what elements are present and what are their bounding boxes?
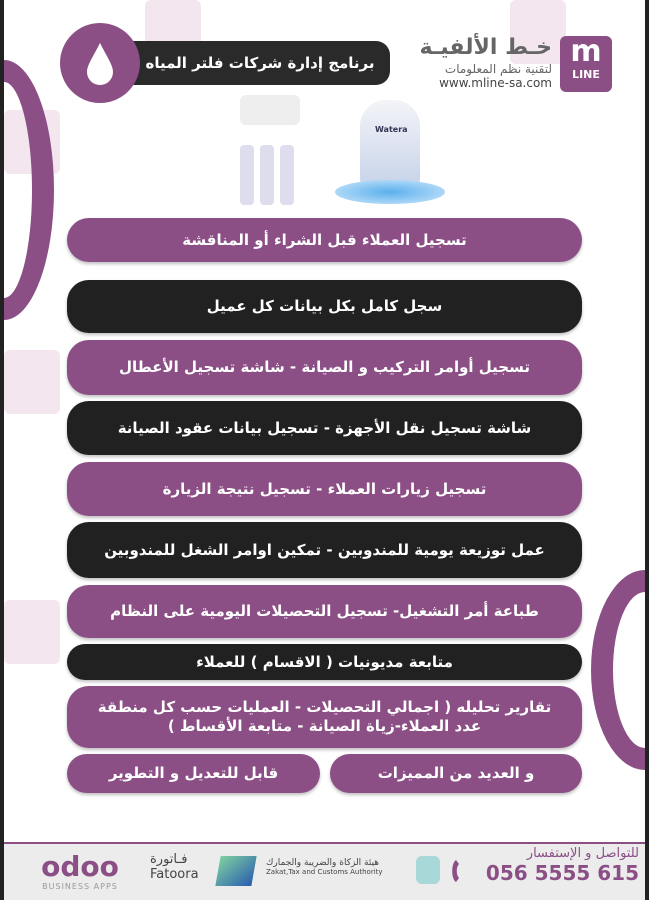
odoo-wordmark: odoo: [41, 850, 119, 883]
brand-name: خـط الألفيـة: [419, 35, 552, 60]
feature-item: متابعة مديونيات ( الاقسام ) للعملاء: [67, 644, 582, 680]
feature-line: عدد العملاء-زياة الصيانة - متابعة الأقساط ): [167, 717, 482, 735]
ro-filter-image: [235, 90, 315, 210]
product-label: Watera: [375, 125, 408, 134]
feature-item: قابل للتعديل و التطوير: [67, 754, 320, 793]
fatoora-logo: [150, 852, 212, 882]
feature-item: عمل توزيعة يومية للمندوبين - تمكين اوامر الشغل للمندوبين: [67, 522, 582, 578]
feature-item-reports: [67, 686, 582, 748]
feature-item: سجل كامل بكل بيانات كل عميل: [67, 280, 582, 333]
mline-logo: [560, 36, 612, 92]
brand-block: [400, 34, 552, 90]
phone-number[interactable]: 056 5555 615: [485, 861, 639, 885]
logo-text: LINE: [572, 68, 600, 81]
contact-block: [474, 846, 639, 885]
phone-icon: [450, 858, 470, 884]
fatoora-ar: فـاتورة: [150, 852, 188, 867]
zatca-logo: [266, 858, 412, 876]
fatoora-icon: [215, 856, 256, 886]
zatca-ar: هيئة الزكاة والضريبة والجمارك: [266, 858, 380, 868]
program-title: برنامج إدارة شركات فلتر المياه: [130, 41, 390, 85]
water-dispenser-image: [335, 100, 445, 210]
brand-subtitle: لتقنية نظم المعلومات: [444, 62, 552, 76]
feature-item: طباعة أمر التشغيل- تسجيل التحصيلات اليومية على النظام: [67, 585, 582, 638]
feature-item: و العديد من المميزات: [330, 754, 582, 793]
water-drop-icon: [85, 41, 115, 85]
logo-letter: m: [570, 34, 602, 69]
odoo-logo: [30, 852, 130, 891]
odoo-subtitle: BUSINESS APPS: [42, 882, 118, 891]
website-link[interactable]: www.mline-sa.com: [439, 76, 552, 90]
footer: [4, 842, 645, 900]
feature-item: تسجيل أوامر التركيب و الصيانة - شاشة تسجيل الأعطال: [67, 340, 582, 395]
zatca-icon: [416, 856, 440, 884]
feature-item: تسجيل زيارات العملاء - تسجيل نتيجة الزيارة: [67, 462, 582, 516]
water-drop-badge: [60, 23, 140, 103]
feature-item: تسجيل العملاء قبل الشراء أو المناقشة: [67, 218, 582, 262]
fatoora-en: Fatoora: [150, 867, 199, 882]
watermark-logo: [4, 350, 60, 414]
watermark-logo: [4, 600, 60, 664]
zatca-en: Zakat,Tax and Customs Authority: [266, 868, 383, 876]
contact-label: للتواصل و الإستفسار: [526, 846, 639, 861]
feature-line: تقارير تحليله ( اجمالي التحصيلات - العمليات حسب كل منطقة: [97, 698, 552, 717]
feature-item: شاشة تسجيل نقل الأجهزة - تسجيل بيانات عقود الصيانة: [67, 401, 582, 455]
